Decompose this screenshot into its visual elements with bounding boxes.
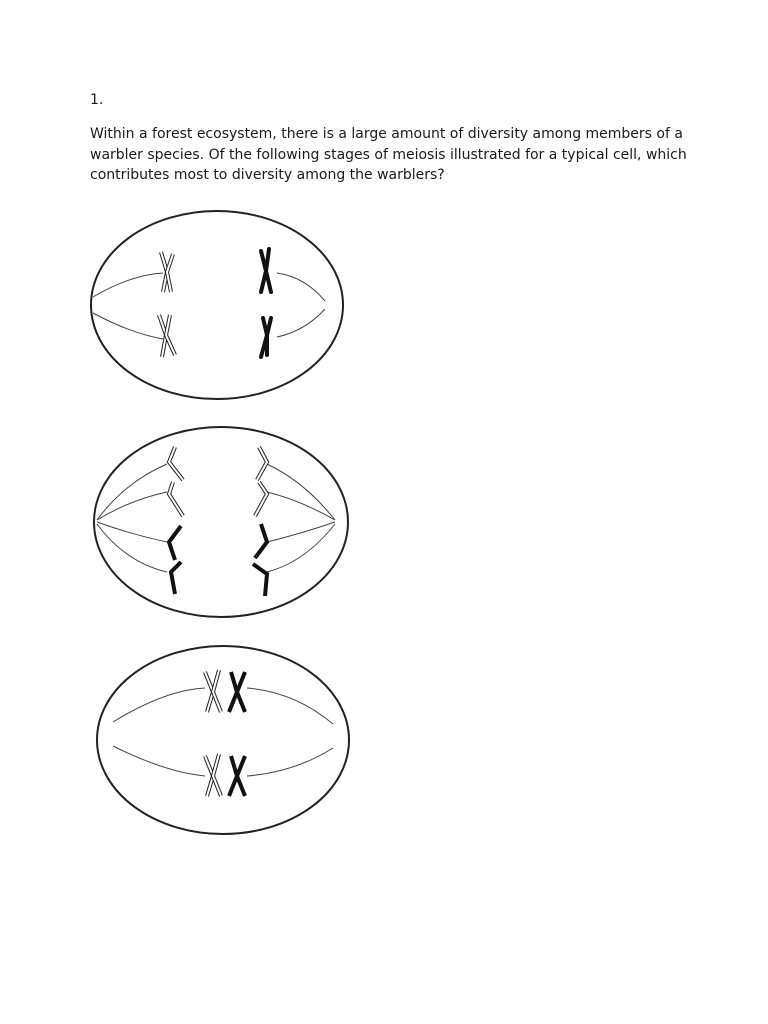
spindle-fiber	[93, 313, 163, 339]
cell-membrane	[94, 427, 348, 617]
light-chromatid	[255, 482, 267, 516]
cell-1-svg	[85, 205, 350, 405]
dark-chromosome	[261, 249, 271, 292]
cell-3-svg	[85, 642, 355, 842]
cell-membrane	[97, 646, 349, 834]
cell-diagram-2	[85, 422, 355, 622]
spindle-fiber	[113, 688, 205, 722]
spindle-fiber	[247, 688, 333, 724]
light-chromatid	[257, 447, 267, 480]
light-chromatid	[169, 482, 183, 516]
light-homolog	[205, 670, 221, 712]
question-text: Within a forest ecosystem, there is a large amount of diversity among members of a warbler species. Of the following stages of meiosis illustrated for a typical cell, which contributes most to diversity among the warblers?	[90, 126, 687, 183]
spindle-fiber	[93, 273, 163, 297]
cell-2-svg	[85, 422, 355, 622]
light-chromatid	[169, 447, 183, 480]
spindle-fiber	[277, 273, 325, 301]
spindle-fibers-right	[267, 464, 335, 572]
cell-membrane	[91, 211, 343, 399]
cell-diagram-1	[85, 205, 350, 405]
light-homolog	[205, 754, 221, 796]
dark-chromosome	[261, 318, 271, 357]
dark-chromatid	[171, 562, 181, 594]
dark-chromatid	[255, 524, 267, 558]
light-chromosome	[159, 315, 175, 357]
spindle-fiber	[277, 309, 325, 337]
dark-homolog	[229, 672, 245, 712]
dark-chromatid	[253, 564, 267, 596]
question-number: 1.	[90, 92, 104, 108]
dark-chromatid	[169, 526, 181, 560]
light-chromosome	[161, 252, 173, 292]
dark-homolog	[229, 756, 245, 796]
spindle-fiber	[113, 746, 205, 776]
cell-diagram-3	[85, 642, 355, 842]
spindle-fiber	[247, 748, 333, 776]
